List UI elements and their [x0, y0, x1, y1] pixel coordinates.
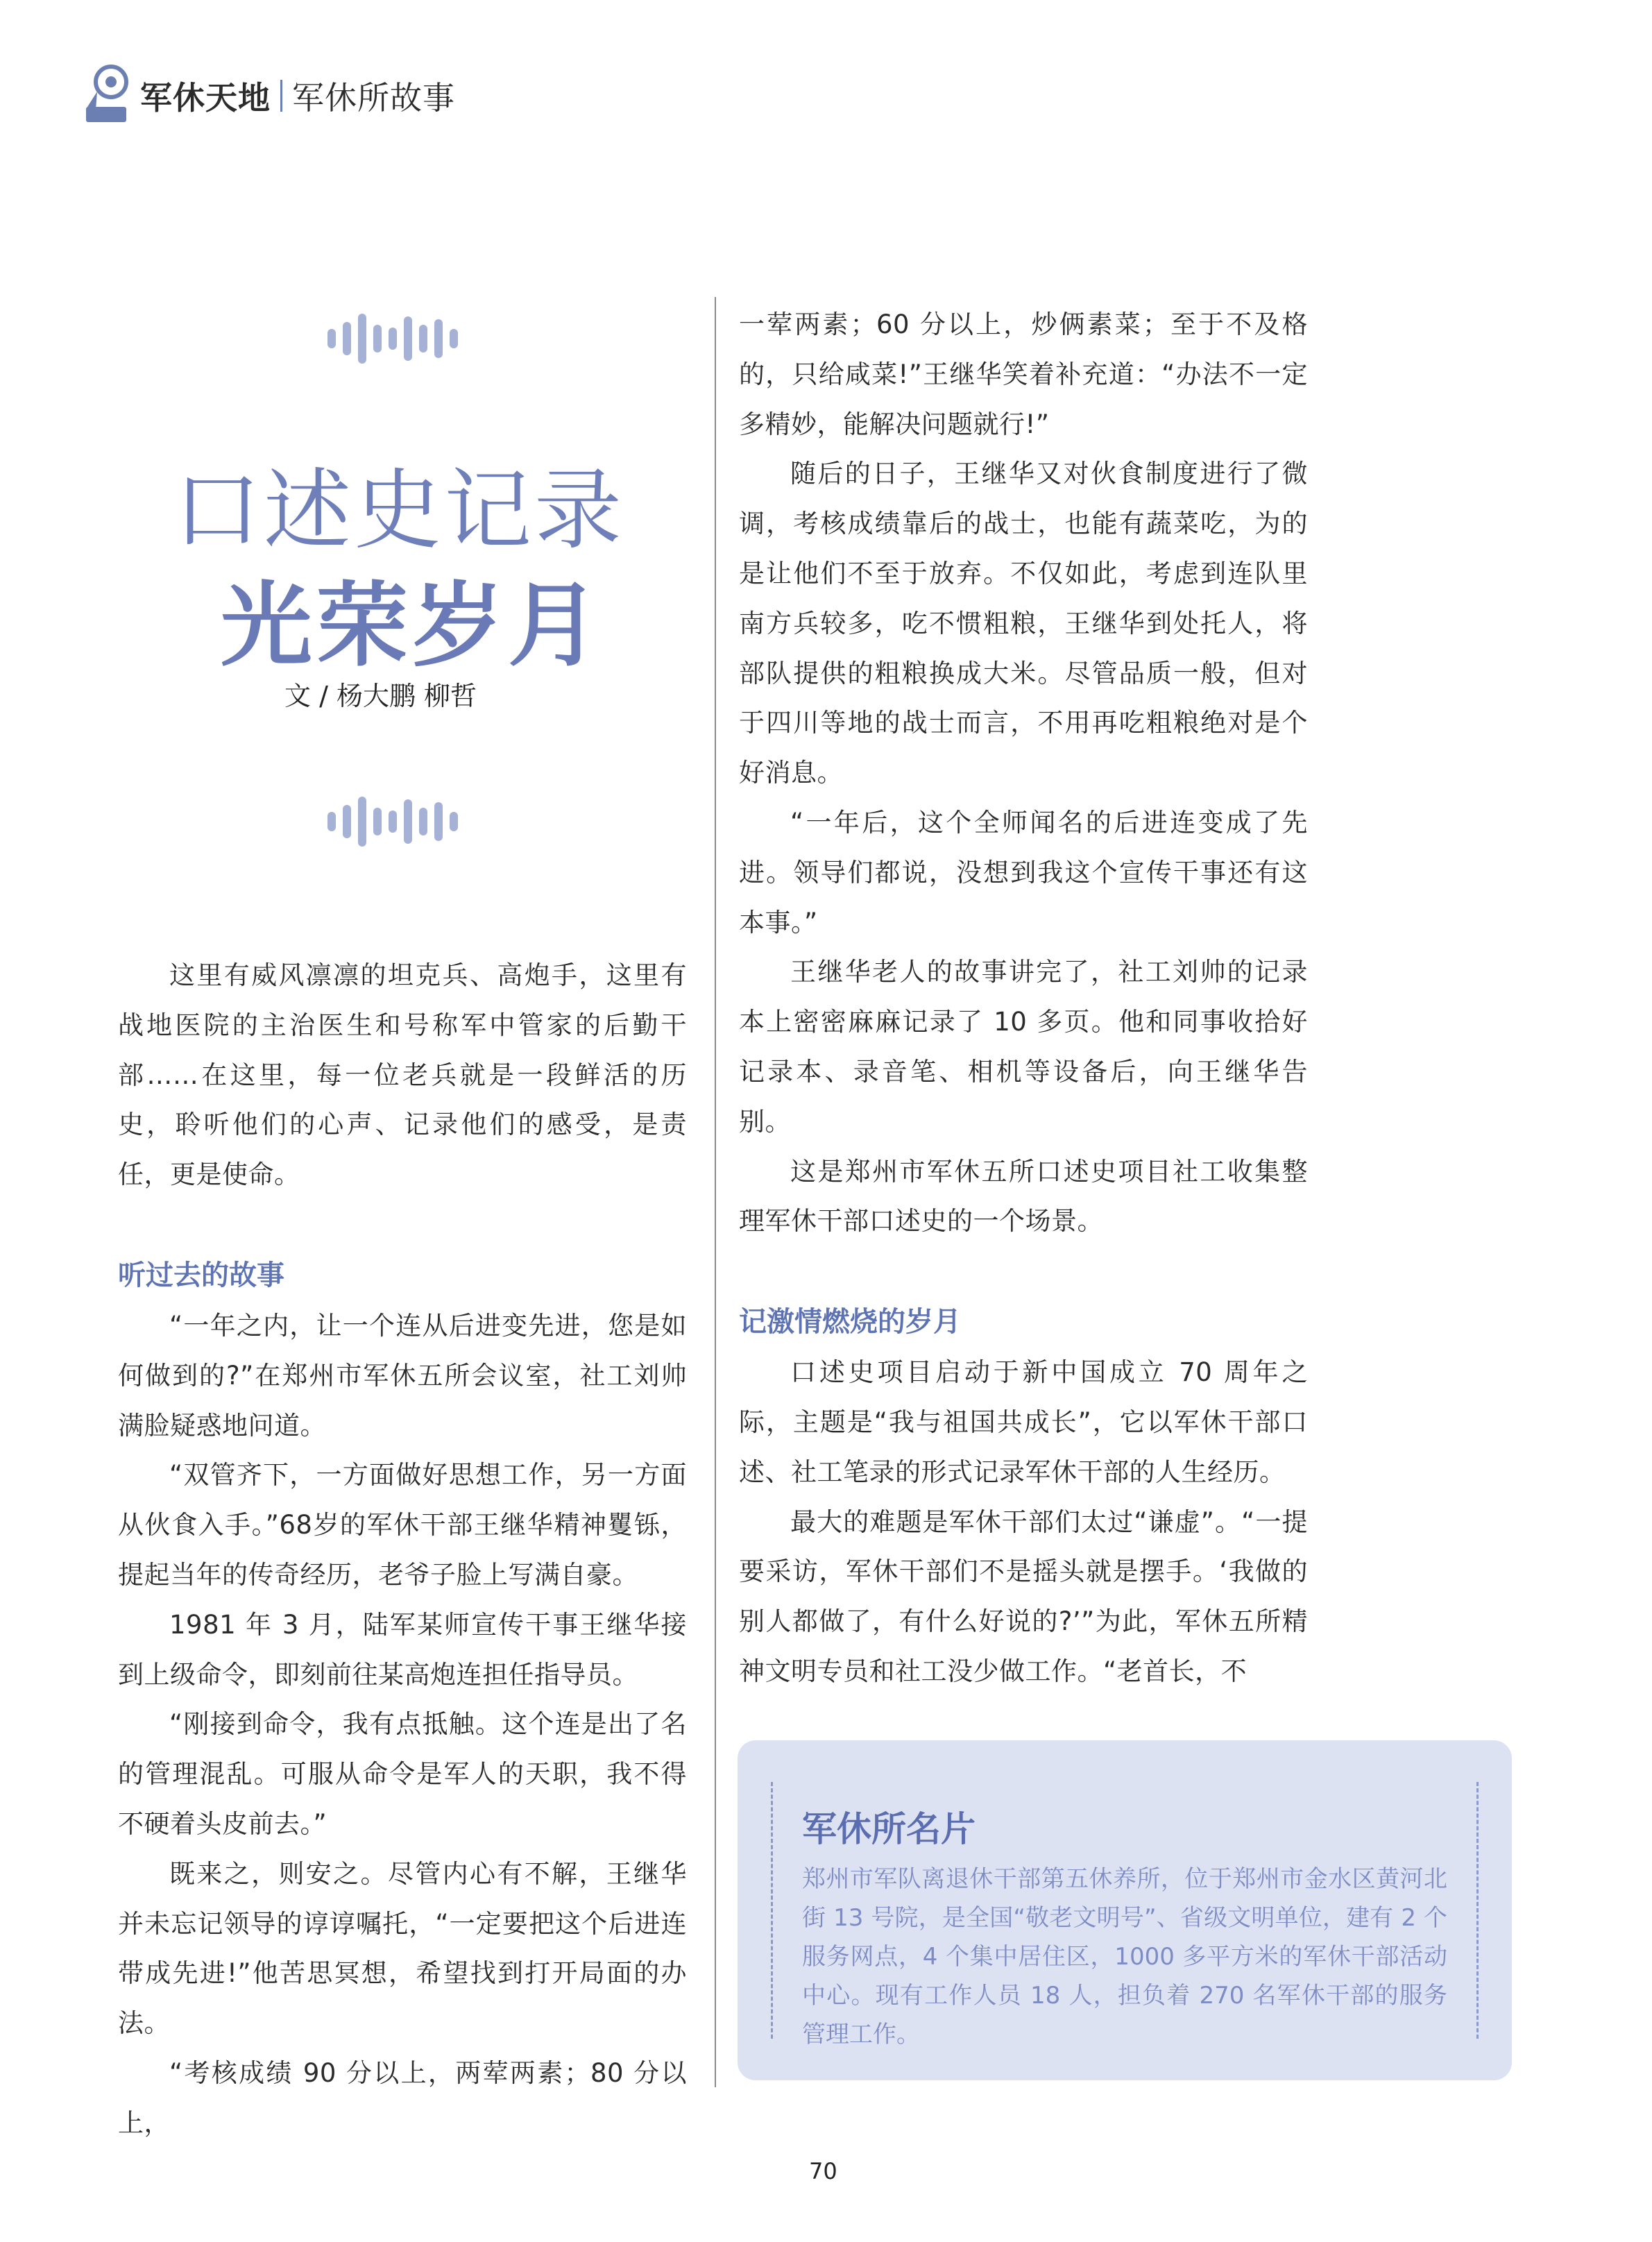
- body-paragraph: “双管齐下，一方面做好思想工作，另一方面从伙食入手。”68岁的军休干部王继华精神矍铄，提起当年的传奇经历，老爷子脸上写满自豪。: [118, 1460, 687, 1590]
- column-divider: [715, 297, 716, 2087]
- info-card: [738, 1740, 1512, 2080]
- subsection-name: 军休所故事: [292, 79, 455, 117]
- body-paragraph: “考核成绩 90 分以上，两荤两素；80 分以上，: [118, 2057, 687, 2138]
- body-paragraph: “刚接到命令，我有点抵触。这个连是出了名的管理混乱。可服从命令是军人的天职，我不得不硬着头皮前去。”: [118, 1709, 687, 1839]
- info-card-content: [771, 1782, 1479, 2048]
- info-card-body: 郑州市军队离退休干部第五休养所，位于郑州市金水区黄河北街 13 号院，是全国“敬老文明号”、省级文明单位，建有 2 个服务网点，4 个集中居住区，1000 多平方米的军休干部活动中心。现有工作人员 18 人，担负着 270 名军休干部的服务管理工作。: [802, 1865, 1447, 2048]
- article-subtitle: 光荣岁月: [221, 572, 604, 679]
- body-paragraph: 最大的难题是军休干部们太过“谦虚”。“一提要采访，军休干部们不是摇头就是摆手。‘我做的别人都做了，有什么好说的?’”为此，军休五所精神文明专员和社工没少做工作。“老首长，不: [739, 1506, 1308, 1686]
- left-column: [118, 951, 687, 2148]
- section-heading: 听过去的故事: [118, 1259, 284, 1291]
- body-paragraph: 这是郑州市军休五所口述史项目社工收集整理军休干部口述史的一个场景。: [739, 1156, 1308, 1237]
- body-paragraph: 口述史项目启动于新中国成立 70 周年之际，主题是“我与祖国共成长”，它以军休干部口述、社工笔录的形式记录军休干部的人生经历。: [739, 1357, 1308, 1487]
- header-divider: [280, 80, 282, 112]
- body-paragraph: “一年之内，让一个连从后进变先进，您是如何做到的?”在郑州市军休五所会议室，社工刘帅满脸疑惑地问道。: [118, 1310, 687, 1441]
- page-header: [82, 61, 455, 130]
- info-card-title: 军休所名片: [802, 1809, 976, 1849]
- section-name: 军休天地: [140, 79, 271, 117]
- page-number: 70: [809, 2158, 837, 2184]
- article-title: 口述史记录: [173, 459, 624, 561]
- body-paragraph: 一荤两素；60 分以上，炒俩素菜；至于不及格的，只给咸菜!”王继华笑着补充道：“办法不一定多精妙，能解决问题就行!”: [739, 309, 1308, 439]
- intro-paragraph: 这里有威风凛凛的坦克兵、高炮手，这里有战地医院的主治医生和号称军中管家的后勤干部……在这里，每一位老兵就是一段鲜活的历史，聆听他们的心声、记录他们的感受，是责任，更是使命。: [118, 960, 687, 1190]
- body-paragraph: 随后的日子，王继华又对伙食制度进行了微调，考核成绩靠后的战士，也能有蔬菜吃，为的是让他们不至于放弃。不仅如此，考虑到连队里南方兵较多，吃不惯粗粮，王继华到处托人，将部队提供的粗粮换成大米。尽管品质一般，但对于四川等地的战士而言，不用再吃粗粮绝对是个好消息。: [739, 459, 1308, 788]
- section-heading: 记激情燃烧的岁月: [739, 1306, 961, 1339]
- body-paragraph: 王继华老人的故事讲完了，社工刘帅的记录本上密密麻麻记录了 10 多页。他和同事收拾好记录本、录音笔、相机等设备后，向王继华告别。: [739, 957, 1308, 1137]
- byline: 文 / 杨大鹏 柳哲: [284, 681, 477, 711]
- body-paragraph: 既来之，则安之。尽管内心有不解，王继华并未忘记领导的谆谆嘱托，“一定要把这个后进连带成先进!”他苦思冥想，希望找到打开局面的办法。: [118, 1858, 687, 2039]
- body-paragraph: 1981 年 3 月，陆军某师宣传干事王继华接到上级命令，即刻前往某高炮连担任指导员。: [118, 1609, 687, 1690]
- sound-wave-icon: [325, 311, 463, 366]
- body-paragraph: “一年后，这个全师闻名的后进连变成了先进。领导们都说，没想到我这个宣传干事还有这本事。”: [739, 807, 1308, 937]
- gramophone-icon: [82, 64, 135, 128]
- sound-wave-icon: [325, 794, 463, 849]
- right-column: [739, 300, 1308, 1697]
